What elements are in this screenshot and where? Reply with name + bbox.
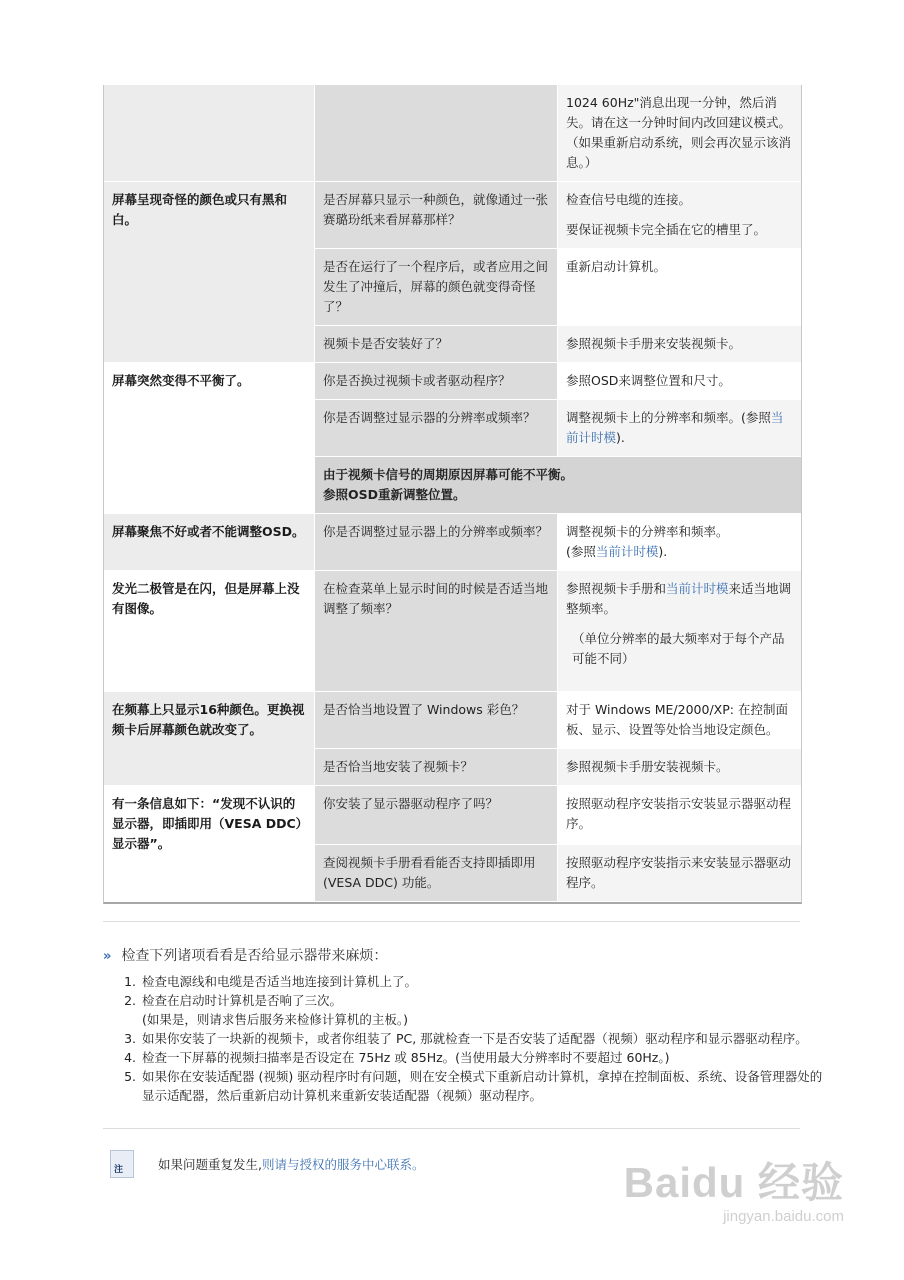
- symptom-cell: 屏幕突然变得不平衡了。: [104, 363, 314, 514]
- solution-cell: 检查信号电缆的连接。 要保证视频卡完全插在它的槽里了。: [557, 182, 801, 249]
- check-cell: 是否在运行了一个程序后，或者应用之间发生了冲撞后，屏幕的颜色就变得奇怪了？: [314, 249, 557, 326]
- symptom-cell: 在频幕上只显示16种颜色。更换视频卡后屏幕颜色就改变了。: [104, 692, 314, 786]
- solution-cell: [557, 85, 801, 182]
- solution-cell: 按照驱动程序安装指示来安装显示器驱动程序。: [557, 845, 801, 902]
- note-text: 如果问题重复发生,则请与授权的服务中心联系。: [158, 1157, 425, 1172]
- service-center-link[interactable]: 则请与授权的服务中心联系。: [261, 1157, 425, 1172]
- solution-cell: 重新启动计算机。: [557, 249, 801, 326]
- symptom-cell: 屏幕呈现奇怪的颜色或只有黑和白。: [104, 182, 314, 363]
- solution-cell: 参照OSD来调整位置和尺寸。: [557, 363, 801, 400]
- divider: [103, 921, 800, 922]
- check-cell: 是否屏幕只显示一种颜色，就像通过一张赛璐玢纸来看屏幕那样？: [314, 182, 557, 249]
- list-item: 2. 检查在启动时计算机是否响了三次。 (如果是，则请求售后服务来检修计算机的主板。): [140, 991, 830, 1029]
- timing-mode-link[interactable]: 当前计时模: [595, 544, 659, 559]
- list-item: 1. 检查电源线和电缆是否适当地连接到计算机上了。: [140, 972, 830, 991]
- note-icon: 注: [110, 1150, 134, 1178]
- check-cell: 你是否换过视频卡或者驱动程序？: [314, 363, 557, 400]
- checklist-title: » 检查下列诸项看看是否给显示器带来麻烦：: [103, 948, 388, 964]
- check-cell: [314, 85, 557, 182]
- check-cell: 查阅视频卡手册看看能否支持即插即用 (VESA DDC) 功能。: [314, 845, 557, 902]
- divider: [103, 1128, 800, 1129]
- check-cell: 你是否调整过显示器上的分辨率或频率？: [314, 514, 557, 571]
- check-cell: 是否恰当地安装了视频卡？: [314, 749, 557, 786]
- solution-cell: 对于 Windows ME/2000/XP: 在控制面板、显示、设置等处恰当地设定颜色。: [557, 692, 801, 749]
- note: [110, 1150, 425, 1178]
- timing-mode-link[interactable]: 当前计时模: [666, 581, 729, 596]
- symptom-cell: 屏幕聚焦不好或者不能调整OSD。: [104, 514, 314, 571]
- check-cell: 是否恰当地设置了 Windows 彩色？: [314, 692, 557, 749]
- solution-cell: 参照视频卡手册来安装视频卡。: [557, 326, 801, 363]
- double-arrow-icon: »: [103, 949, 112, 964]
- list-item: 3. 如果你安装了一块新的视频卡，或者你组装了 PC, 那就检查一下是否安装了适配器（视频）驱动程序和显示器驱动程序。: [140, 1029, 830, 1048]
- check-cell: 你安装了显示器驱动程序了吗？: [314, 786, 557, 845]
- list-item: 4. 检查一下屏幕的视频扫描率是否设定在 75Hz 或 85Hz。(当使用最大分辨率时不要超过 60Hz。): [140, 1048, 830, 1067]
- checklist: [118, 972, 830, 1105]
- check-cell: 视频卡是否安装好了？: [314, 326, 557, 363]
- timing-mode-link[interactable]: 当前计时模: [566, 410, 784, 445]
- solution-cell: 调整视频卡上的分辨率和频率。(参照当前计时模).: [557, 400, 801, 457]
- solution-cell: 参照视频卡手册安装视频卡。: [557, 749, 801, 786]
- troubleshooting-table: [103, 85, 802, 904]
- solution-cell: 按照驱动程序安装指示安装显示器驱动程序。: [557, 786, 801, 845]
- solution-text: 1024 60Hz"消息出现一分钟，然后消失。请在这一分钟时间内改回建议模式。（如果重新启动系统，则会再次显示该消息。）: [566, 95, 792, 170]
- list-item: 5. 如果你在安装适配器 (视频) 驱动程序时有问题，则在安全模式下重新启动计算机，拿掉在控制面板、系统、设备管理器处的显示适配器，然后重新启动计算机来重新安装适配器（视频）驱动程序。: [140, 1067, 830, 1105]
- check-cell: 你是否调整过显示器的分辨率或频率？: [314, 400, 557, 457]
- solution-cell: 调整视频卡的分辨率和频率。 (参照当前计时模).: [557, 514, 801, 571]
- solution-cell: 参照视频卡手册和当前计时模来适当地调整频率。 （单位分辨率的最大频率对于每个产品可能不同）: [557, 571, 801, 692]
- check-cell: 在检查菜单上显示时间的时候是否适当地调整了频率？: [314, 571, 557, 692]
- symptom-cell: 发光二极管是在闪，但是屏幕上没有图像。: [104, 571, 314, 692]
- baidu-watermark: Baidu 经验 jingyan.baidu.com: [623, 1159, 844, 1225]
- note-cell: 由于视频卡信号的周期原因屏幕可能不平衡。 参照OSD重新调整位置。: [314, 457, 801, 514]
- symptom-cell: 有一条信息如下：“发现不认识的显示器，即插即用（VESA DDC）显示器”。: [104, 786, 314, 902]
- symptom-cell: [104, 85, 314, 182]
